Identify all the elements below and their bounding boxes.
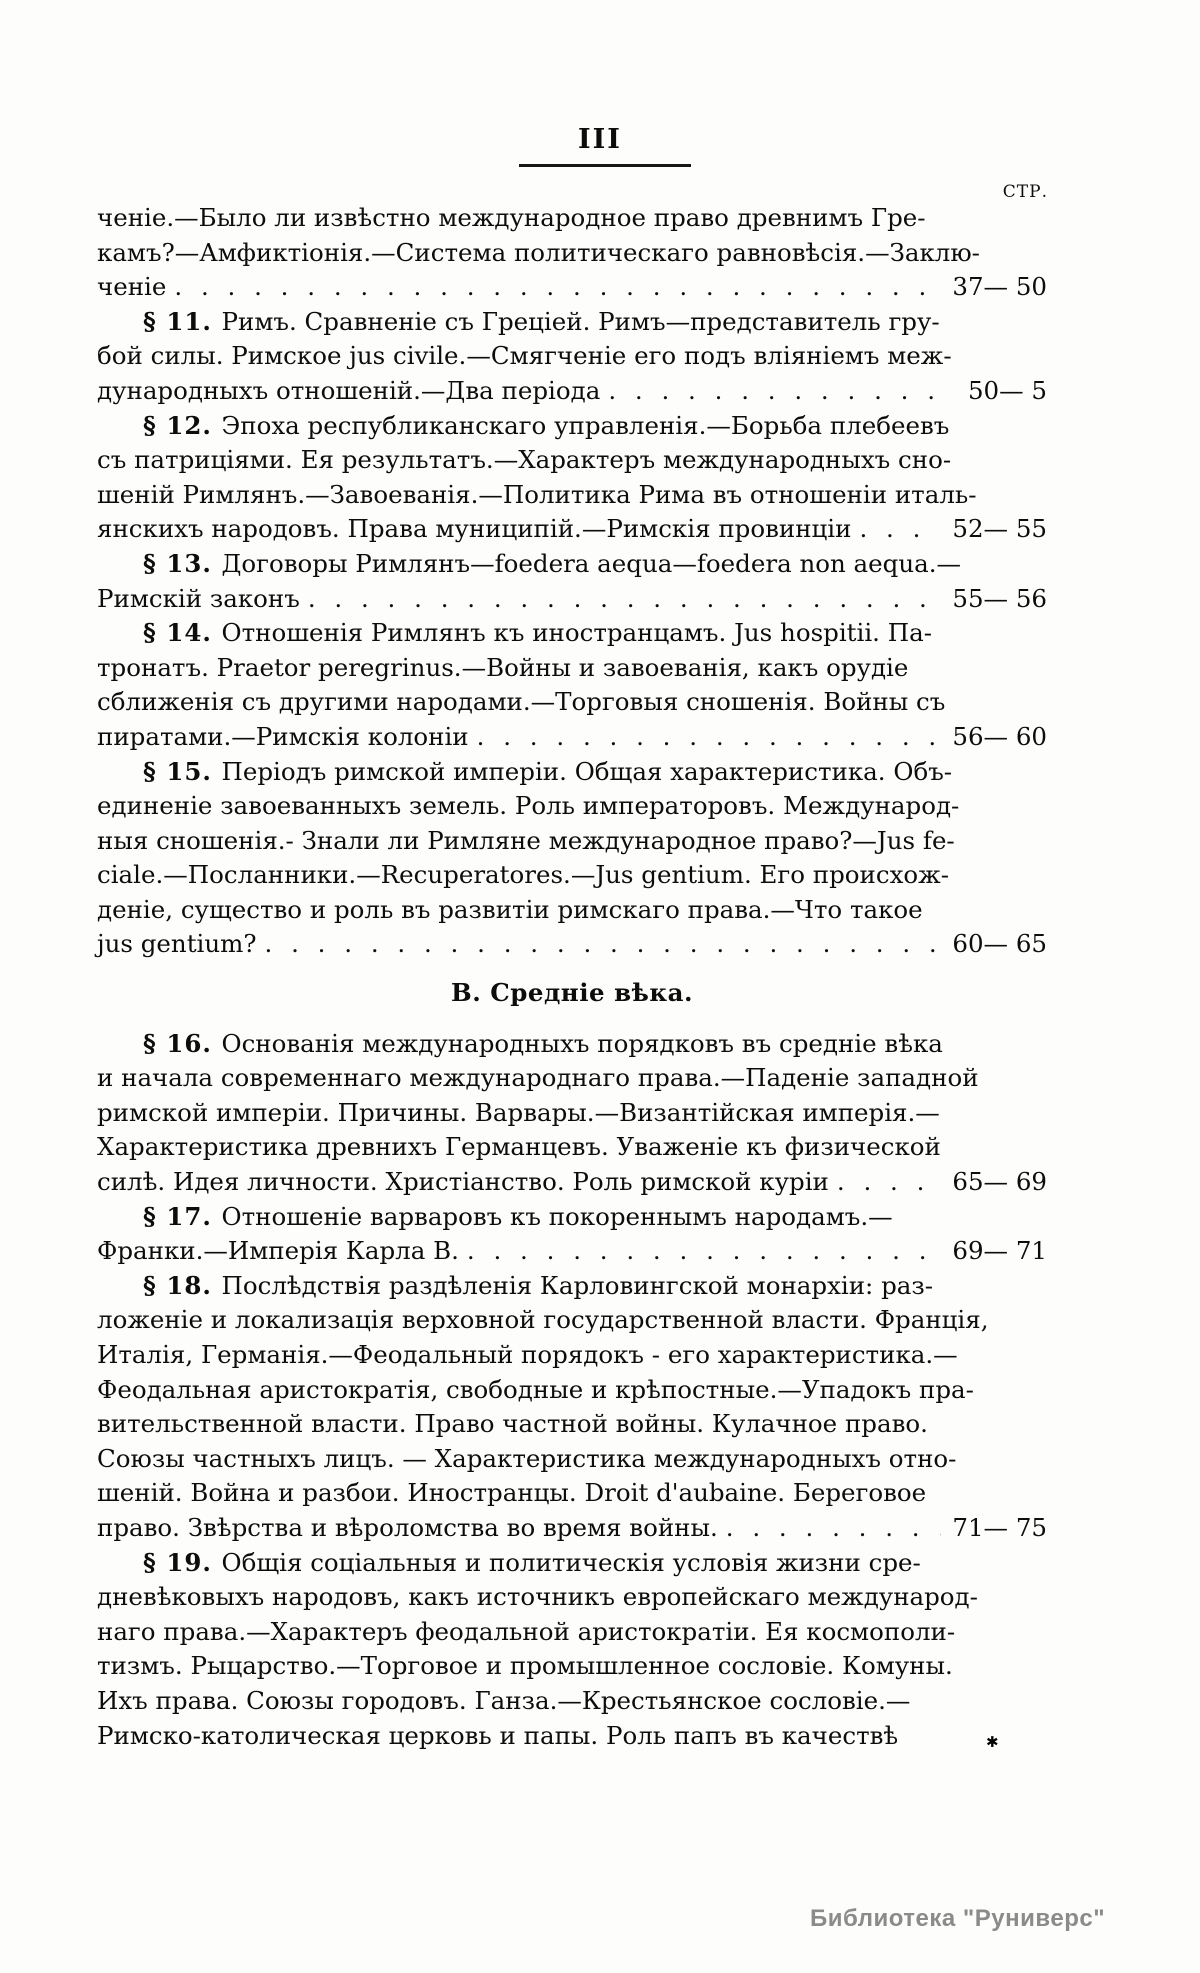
toc-line-text: Основанія международныхъ порядковъ въ средніе вѣка <box>221 1028 943 1058</box>
toc-line-text: Италія, Германія.—Феодальный порядокъ - его характеристика.— <box>97 1340 958 1369</box>
toc-line-text: Послѣдствія раздѣленія Карловингской монархіи: раз- <box>221 1270 934 1300</box>
section-number: § 11. <box>143 306 222 336</box>
section-number: § 13. <box>143 548 222 578</box>
section-number: § 16. <box>143 1028 222 1058</box>
toc-line <box>97 1580 1047 1615</box>
toc-line <box>97 339 1047 374</box>
toc-line <box>97 893 1047 928</box>
toc-line-text: Франки.—Имперія Карла В. <box>97 1236 459 1266</box>
toc-line-text: Римскій законъ <box>97 583 300 613</box>
toc-line <box>97 685 1047 720</box>
dot-leader <box>837 1165 941 1200</box>
toc-line-text: ченіе.—Было ли извѣстно международное право древнимъ Гре- <box>97 203 926 232</box>
page-number-folio: III <box>578 124 622 155</box>
page-range: 55— 56 <box>952 583 1047 613</box>
section-number: § 15. <box>143 756 222 786</box>
toc-line-text: шеній Римлянъ.—Завоеванія.—Политика Рима въ отношеніи италь- <box>97 479 977 509</box>
toc-line <box>97 582 1047 617</box>
toc-line-text: Эпоха республиканскаго управленія.—Борьба плебеевъ <box>221 410 950 440</box>
toc-line-text: янскихъ народовъ. Права муниципій.—Римскія провинціи <box>97 514 852 544</box>
toc-line <box>97 789 1047 824</box>
dot-leader <box>467 1234 941 1269</box>
toc-line <box>97 1338 1047 1373</box>
toc-line-text: ложеніе и локализація верховной государственной власти. Франція, <box>97 1305 989 1335</box>
toc-line <box>97 478 1047 513</box>
toc-line-text: пиратами.—Римскія колоніи <box>97 721 469 751</box>
toc-line <box>97 720 1047 755</box>
page-range: 60— 65 <box>952 929 1047 959</box>
toc-line-text: ciale.—Посланники.—Recuperatores.—Jus gentium. Его происхож- <box>97 860 949 890</box>
toc-line-text: единеніе завоеванныхъ земель. Роль императоровъ. Международ- <box>97 791 960 821</box>
library-watermark: Библиотека "Руниверс" <box>810 1905 1106 1932</box>
toc-line <box>97 1511 1047 1546</box>
toc-line <box>97 927 1047 962</box>
dot-leader <box>174 270 941 305</box>
toc-line <box>97 1407 1047 1442</box>
toc-line <box>97 374 1047 409</box>
toc-line <box>97 1165 1047 1200</box>
toc-line-text: Характеристика древнихъ Германцевъ. Уваженіе къ физической <box>97 1132 941 1162</box>
toc-line-text: наго права.—Характеръ феодальной аристократіи. Ея космополи- <box>97 1616 956 1646</box>
toc-line <box>97 1546 1047 1581</box>
toc-line <box>97 1303 1047 1338</box>
toc-line-text: Отношенія Римлянъ къ иностранцамъ. Jus hospitii. Па- <box>221 618 932 648</box>
toc-line-text: Римско-католическая церковь и папы. Роль папъ въ качествѣ <box>97 1720 899 1750</box>
page-range: 65— 69 <box>952 1167 1047 1197</box>
toc-line <box>97 1269 1047 1304</box>
toc-line <box>97 1442 1047 1477</box>
toc-line <box>97 1061 1047 1096</box>
toc-line <box>97 1719 1047 1754</box>
page-column-header: СТР. <box>1002 182 1048 202</box>
toc-line-text: Ихъ права. Союзы городовъ. Ганза.—Крестьянское сословіе.— <box>97 1685 911 1715</box>
toc-line-text: силѣ. Идея личности. Христіанство. Роль римской куріи <box>97 1167 829 1197</box>
toc-line-text: Союзы частныхъ лицъ. — Характеристика международныхъ отно- <box>97 1443 957 1473</box>
toc-line-text: камъ?—Амфиктіонія.—Система политическаго равновѣсія.—Заклю- <box>97 237 980 267</box>
toc-line <box>97 1200 1047 1235</box>
section-number: § 19. <box>143 1547 222 1577</box>
page-range: 37— 50 <box>952 272 1047 302</box>
toc-line-text: Феодальная аристократія, свободные и крѣпостные.—Упадокъ пра- <box>97 1374 974 1404</box>
toc-line <box>97 616 1047 651</box>
toc-line-text: бой силы. Римское jus civile.—Смягченіе его подъ вліяніемъ меж- <box>97 341 952 371</box>
toc-line <box>97 409 1047 444</box>
section-number: § 14. <box>143 618 222 648</box>
toc-line-text: Періодъ римской имперіи. Общая характеристика. Объ- <box>221 756 953 786</box>
folio-divider-rule <box>519 164 691 167</box>
section-number: § 17. <box>143 1201 222 1231</box>
toc-line-text: съ патриціями. Ея результатъ.—Характеръ международныхъ сно- <box>97 445 952 475</box>
toc-line-text: Римъ. Сравненіе съ Греціей. Римъ—представитель гру- <box>221 306 940 336</box>
dot-leader <box>859 512 941 547</box>
toc-line <box>97 1373 1047 1408</box>
page-range: 69— 71 <box>952 1236 1047 1266</box>
toc-line <box>97 1234 1047 1269</box>
toc-line <box>97 824 1047 859</box>
toc-line-text: и начала современнаго международнаго права.—Паденіе западной <box>97 1063 979 1093</box>
dot-leader <box>726 1511 941 1546</box>
toc-line-text: тронатъ. Praetor peregrinus.—Войны и завоеванія, какъ орудіе <box>97 652 909 682</box>
toc-line-text: вительственной власти. Право частной войны. Кулачное право. <box>97 1409 928 1439</box>
toc-line <box>97 305 1047 340</box>
dot-leader <box>477 720 941 755</box>
dot-leader <box>308 582 941 617</box>
toc-line-text: ченіе <box>97 272 167 302</box>
toc-line <box>97 270 1047 305</box>
toc-line-text: шеній. Война и разбои. Иностранцы. Droit d'aubaine. Береговое <box>97 1478 927 1508</box>
page-range: 50— 5 <box>967 375 1047 405</box>
toc-line-text: jus gentium? <box>97 929 257 959</box>
toc-line-text: деніе, существо и роль въ развитіи римскаго права.—Что такое <box>97 894 923 924</box>
toc-line <box>97 201 1047 236</box>
printer-signature-mark: ✱ <box>986 1733 999 1751</box>
toc-line-text: дневѣковыхъ народовъ, какъ источникъ европейскаго международ- <box>97 1582 978 1612</box>
section-number: § 18. <box>143 1270 222 1300</box>
page-range: 56— 60 <box>952 721 1047 751</box>
toc-line <box>97 858 1047 893</box>
toc-line-text: дународныхъ отношеній.—Два періода <box>97 375 601 405</box>
toc-line-text: сближенія съ другими народами.—Торговыя сношенія. Войны съ <box>97 687 946 717</box>
dot-leader <box>265 927 941 962</box>
section-number: § 12. <box>143 410 222 440</box>
toc-line <box>97 443 1047 478</box>
toc-line <box>97 1130 1047 1165</box>
toc-line <box>97 1027 1047 1062</box>
toc-line <box>97 1615 1047 1650</box>
toc-line-text: Общія соціальныя и политическія условія жизни сре- <box>221 1547 921 1577</box>
toc-line <box>97 1684 1047 1719</box>
toc-line <box>97 651 1047 686</box>
toc-line-text: тизмъ. Рыцарство.—Торговое и промышленное сословіе. Комуны. <box>97 1651 953 1681</box>
toc-line <box>97 236 1047 271</box>
dot-leader <box>608 374 941 409</box>
page-range: 52— 55 <box>952 514 1047 544</box>
toc-line-text: ныя сношенія.- Знали ли Римляне международное право?—Jus fe- <box>97 825 955 855</box>
toc-line-text: Отношеніе варваровъ къ покореннымъ народамъ.— <box>221 1201 893 1231</box>
toc-line <box>97 755 1047 790</box>
toc-line <box>97 1476 1047 1511</box>
toc-line-text: римской имперіи. Причины. Варвары.—Византійская имперія.— <box>97 1097 940 1127</box>
toc <box>97 201 1047 1753</box>
toc-line <box>97 547 1047 582</box>
section-heading: В. Средніе вѣка. <box>450 978 694 1008</box>
toc-line-text: право. Звѣрства и вѣроломства во время войны. <box>97 1512 718 1542</box>
toc-line-text: Договоры Римлянъ—foedera aequa—foedera non aequa.— <box>221 548 962 578</box>
toc-line <box>97 1649 1047 1684</box>
toc-line <box>97 1096 1047 1131</box>
toc-line <box>97 512 1047 547</box>
page-range: 71— 75 <box>952 1512 1047 1542</box>
